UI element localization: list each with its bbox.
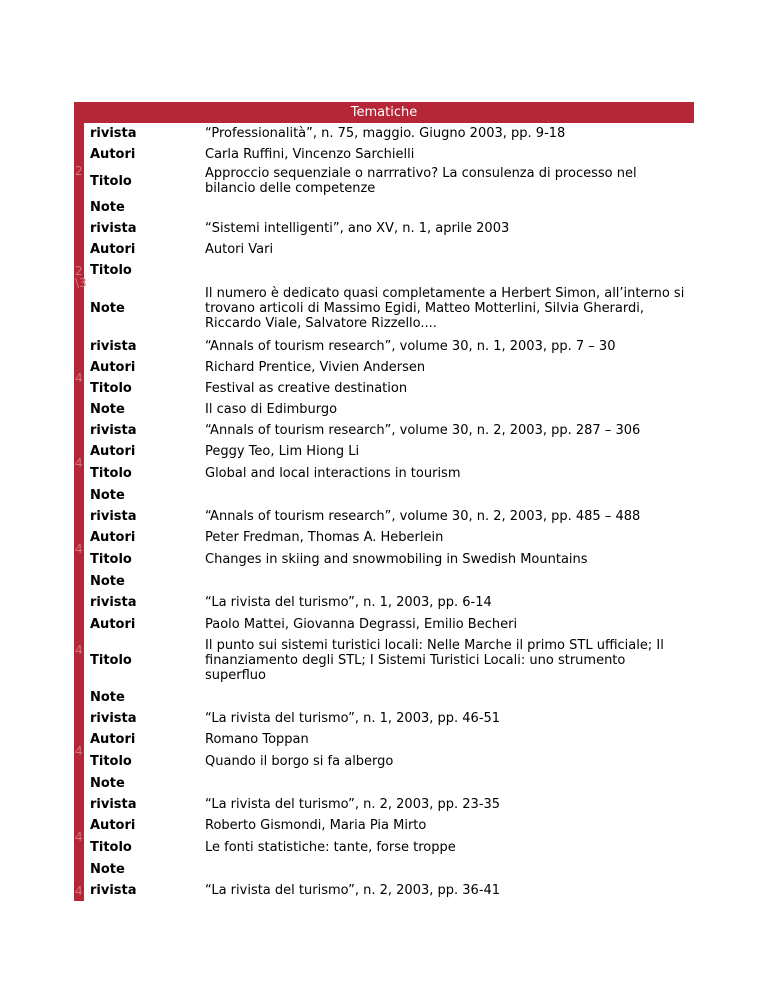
bibliography-entry [74, 123, 694, 218]
rivista-value: “Annals of tourism research”, volume 30, n. 2, 2003, pp. 485 – 488 [205, 509, 641, 524]
note-label: Note [90, 689, 125, 705]
bibliography-entry [74, 218, 694, 336]
autori-value: Roberto Gismondi, Maria Pia Mirto [205, 818, 427, 833]
rivista-value: “Professionalità”, n. 75, maggio. Giugno 2003, pp. 9-18 [205, 126, 566, 141]
titolo-value: Le fonti statistiche: tante, forse troppe [205, 839, 456, 855]
rivista-label: rivista [90, 509, 137, 524]
autori-label: Autori [90, 242, 136, 257]
autori-label: Autori [90, 444, 136, 459]
entry-side-bar [74, 794, 84, 880]
note-label: Note [90, 402, 125, 417]
titolo-value: Changes in skiing and snowmobiling in Swedish Mountains [205, 551, 588, 567]
topic-code-link[interactable]: 4 [75, 643, 83, 657]
entry-side-bar [74, 880, 84, 901]
bibliography-entry [74, 420, 694, 506]
rivista-label: rivista [90, 423, 137, 438]
entry-side-bar [74, 218, 87, 336]
bibliography-entry [74, 592, 694, 708]
note-label: Note [90, 487, 125, 503]
rivista-value: “La rivista del turismo”, n. 2, 2003, pp. 36-41 [205, 883, 501, 898]
autori-label: Autori [90, 616, 136, 632]
topic-code-link[interactable]: 2 [75, 163, 83, 178]
autori-label: Autori [90, 147, 136, 162]
autori-label: Autori [90, 530, 136, 545]
document [74, 102, 694, 901]
rivista-label: rivista [90, 221, 137, 236]
bibliography-entry [74, 794, 694, 880]
titolo-value: Festival as creative destination [205, 381, 408, 396]
rivista-label: rivista [90, 797, 137, 812]
rivista-label: rivista [90, 595, 137, 610]
note-label: Note [90, 301, 125, 316]
bibliography-entry [74, 880, 694, 901]
entry-side-bar [74, 123, 84, 218]
topic-code-link[interactable]: 4 [75, 830, 83, 844]
titolo-value: Global and local interactions in tourism [205, 465, 461, 481]
bibliography-entry [74, 336, 694, 420]
autori-value: Peter Fredman, Thomas A. Heberlein [205, 530, 444, 545]
topic-code-link[interactable]: 4 [75, 883, 83, 898]
titolo-value: Approccio sequenziale o narrrativo? La consulenza di processo nel bilancio delle competenze [205, 166, 637, 196]
entry-side-bar [74, 506, 84, 592]
autori-value: Autori Vari [205, 242, 274, 257]
note-label: Note [90, 775, 125, 791]
topic-code-link[interactable]: 4 [75, 542, 83, 556]
titolo-label: Titolo [90, 551, 132, 567]
topic-code-link[interactable]: 2\3 [75, 264, 87, 290]
titolo-label: Titolo [90, 753, 132, 769]
autori-value: Carla Ruffini, Vincenzo Sarchielli [205, 147, 415, 162]
topic-code-link[interactable]: 4 [75, 744, 83, 758]
note-value: Il caso di Edimburgo [205, 402, 338, 417]
bibliography-entry [74, 708, 694, 794]
rivista-value: “Sistemi intelligenti”, ano XV, n. 1, aprile 2003 [205, 221, 510, 236]
titolo-value: Quando il borgo si fa albergo [205, 753, 394, 769]
autori-label: Autori [90, 732, 136, 747]
rivista-label: rivista [90, 883, 137, 898]
topic-code-link[interactable]: 4 [75, 456, 83, 470]
note-value: Il numero è dedicato quasi completamente a Herbert Simon, all’interno si trovano articoli di Massimo Egidi, Matteo Motterlini, Silvia Gherardi, Riccardo Viale, Salvatore Rizzello.... [205, 286, 685, 331]
entry-side-bar [74, 336, 84, 420]
note-label: Note [90, 573, 125, 589]
autori-label: Autori [90, 360, 136, 375]
rivista-value: “La rivista del turismo”, n. 1, 2003, pp. 6-14 [205, 595, 492, 610]
autori-label: Autori [90, 818, 136, 833]
table-header: Tematiche [74, 102, 694, 123]
autori-value: Romano Toppan [205, 732, 309, 747]
autori-value: Peggy Teo, Lim Hiong Li [205, 444, 360, 459]
note-label: Note [90, 861, 125, 877]
entry-side-bar [74, 420, 84, 506]
rivista-value: “La rivista del turismo”, n. 2, 2003, pp. 23-35 [205, 797, 501, 812]
titolo-value: Il punto sui sistemi turistici locali: Nelle Marche il primo STL ufficiale; Il finanziamento degli STL; I Sistemi Turistici Locali: uno strumento superfluo [205, 638, 664, 683]
titolo-label: Titolo [90, 381, 132, 396]
bibliography-entry [74, 506, 694, 592]
titolo-label: Titolo [90, 173, 132, 189]
rivista-label: rivista [90, 711, 137, 726]
titolo-label: Titolo [90, 465, 132, 481]
note-label: Note [90, 200, 125, 215]
rivista-value: “Annals of tourism research”, volume 30, n. 2, 2003, pp. 287 – 306 [205, 423, 641, 438]
autori-value: Richard Prentice, Vivien Andersen [205, 360, 426, 375]
autori-value: Paolo Mattei, Giovanna Degrassi, Emilio Becheri [205, 616, 518, 632]
rivista-value: “Annals of tourism research”, volume 30, n. 1, 2003, pp. 7 – 30 [205, 339, 616, 354]
titolo-label: Titolo [90, 839, 132, 855]
rivista-label: rivista [90, 126, 137, 141]
entry-side-bar [74, 592, 84, 708]
entry-side-bar [74, 708, 84, 794]
titolo-label: Titolo [90, 653, 132, 668]
rivista-value: “La rivista del turismo”, n. 1, 2003, pp. 46-51 [205, 711, 501, 726]
topic-code-link[interactable]: 4 [75, 371, 83, 385]
titolo-label: Titolo [90, 263, 132, 278]
rivista-label: rivista [90, 339, 137, 354]
